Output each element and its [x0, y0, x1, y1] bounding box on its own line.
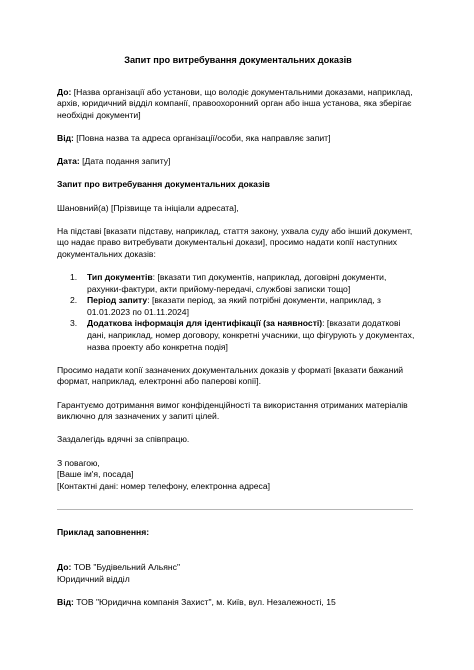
example-to-text: ТОВ "Будівельний Альянс" [71, 561, 180, 572]
signature-regards: З повагою, [57, 457, 100, 468]
signature-block [57, 458, 419, 493]
list-item-label: Період запиту [87, 295, 148, 306]
example-from [57, 597, 419, 609]
list-item-text: : [вказати тип документів, наприклад, договірні документи, рахунки-фактури, акти прийому-передачі, службові записки тощо] [87, 272, 387, 294]
to-text: [Назва організації або установи, що володіє документальними доказами, наприклад, архів, юридичний відділ компанії, правоохоронний орган або інша установа, яка зберігає необхідні документи] [57, 86, 413, 120]
example-from-line [57, 597, 419, 609]
date-text: [Дата подання запиту] [79, 156, 171, 167]
document-title: Запит про витребування документальних доказів [124, 55, 352, 65]
requested-documents-list [57, 272, 419, 353]
to-paragraph [57, 87, 419, 122]
date-label: Дата: [57, 156, 80, 167]
date-paragraph [57, 156, 419, 168]
intro-paragraph: На підставі [вказати підставу, наприклад, стаття закону, ухвала суду або інший документ, що надає право витребувати документальні докази], просимо надати копії наступних документальних доказів: [57, 225, 413, 259]
list-item-text: : [вказати період, за який потрібні документи, наприклад, з 01.01.2023 по 01.11.2024] [87, 295, 381, 317]
from-label: Від: [57, 132, 74, 143]
greeting: Шановний(а) [Прізвище та ініціали адресата], [57, 202, 239, 213]
example-block [57, 562, 419, 608]
from-paragraph [57, 133, 419, 145]
from-text: [Повна назва та адреса організації/особи, яка направляє запит] [73, 132, 331, 143]
section-heading: Запит про витребування документальних доказів [57, 179, 270, 190]
to-label: До: [57, 86, 72, 97]
list-item-number: 2. [70, 295, 78, 306]
signature-contacts: [Контактні дані: номер телефону, електронна адреса] [57, 480, 271, 491]
list-item-number: 3. [70, 318, 78, 329]
example-to-line [57, 562, 419, 574]
format-request-paragraph: Просимо надати копії зазначених документальних доказів у форматі [вказати бажаний формат, наприклад, електронні або паперові копії]. [57, 364, 404, 387]
list-item-number: 1. [70, 272, 78, 283]
signature-name: [Ваше ім'я, посада] [57, 469, 134, 480]
list-item [57, 272, 419, 295]
list-item-label: Тип документів [87, 272, 153, 283]
list-item-label: Додаткова інформація для ідентифікації (за наявності) [87, 318, 323, 329]
example-from-label: Від: [57, 596, 74, 607]
list-item [57, 318, 419, 353]
example-from-text: ТОВ "Юридична компанія Захист", м. Київ, вул. Незалежності, 15 [73, 596, 336, 607]
example-to-department: Юридичний відділ [57, 573, 130, 584]
document-body [57, 55, 419, 620]
example-to-label: До: [57, 561, 72, 572]
confidentiality-paragraph: Гарантуємо дотримання вимог конфіденційності та використання отриманих матеріалів виключно для зазначених у запиті цілей. [57, 399, 408, 422]
example-title: Приклад заповнення: [57, 527, 150, 538]
list-item [57, 295, 419, 318]
thanks-paragraph: Заздалегідь вдячні за співпрацю. [57, 434, 190, 445]
section-divider [57, 509, 413, 510]
list-item-text: : [вказати додаткові дані, наприклад, номер договору, конкретні учасники, що фігурують у документах, назва проекту або конкретна подія] [87, 318, 415, 352]
example-to [57, 562, 419, 585]
